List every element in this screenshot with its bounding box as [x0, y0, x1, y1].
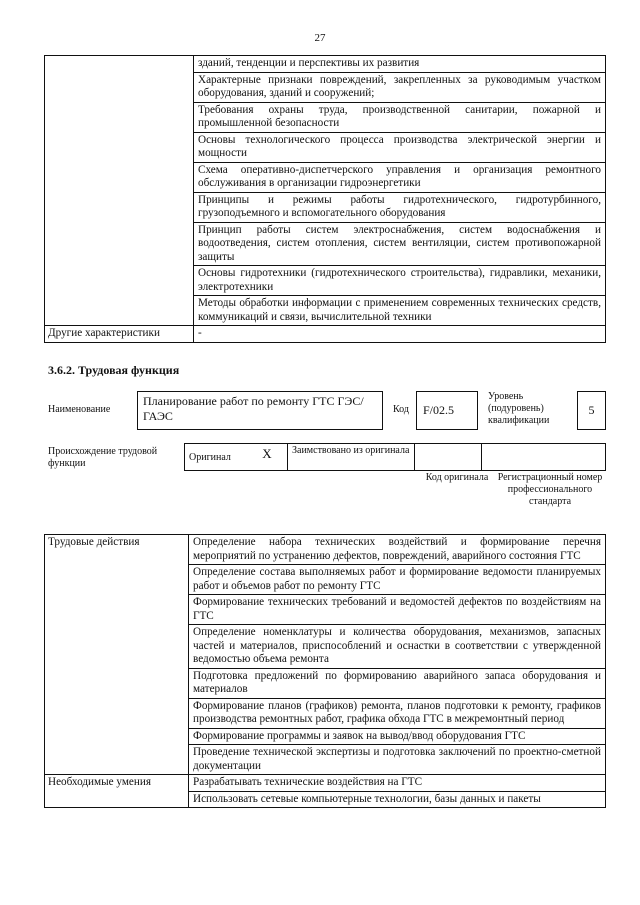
original-label: Оригинал [185, 444, 248, 471]
labor-actions-table [44, 534, 606, 808]
table-cell: Формирование технических требований и ведомостей дефектов по воздействиям на ГТС [189, 595, 606, 625]
table-cell: Определение состава выполняемых работ и формирование ведомости планируемых работ и объемов работ по ремонту ГТС [189, 565, 606, 595]
name-label: Наименование [48, 404, 111, 415]
table-cell: Требования охраны труда, производственной санитарии, пожарной и промышленной безопасности [194, 102, 606, 132]
table-cell: Формирование планов (графиков) ремонта, планов подготовки к ремонту, графиков производства ремонтных работ, графика обхода ГТС в межремонтный период [189, 698, 606, 728]
code-original-caption: Код оригинала [425, 472, 489, 483]
code-label: Код [393, 404, 409, 415]
table-cell: Основы технологического процесса производства электрической энергии и мощности [194, 132, 606, 162]
table-cell: Характерные признаки повреждений, закрепленных за руководимым участком оборудования, зданий и сооружений; [194, 72, 606, 102]
row-label-cell: Другие характеристики [45, 326, 194, 343]
knowledge-table [44, 55, 606, 343]
code-original-cell [415, 444, 482, 471]
table-cell: Методы обработки информации с применением современных технических средств, коммуникаций и связи, вычислительной техники [194, 296, 606, 326]
level-box [577, 391, 606, 430]
table-cell: Основы гидротехники (гидротехнического строительства), гидравлики, механики, электротехники [194, 266, 606, 296]
table-cell: Схема оперативно-диспетчерского управления и организация ремонтного обслуживания в организации гидроэнергетики [194, 162, 606, 192]
reg-number-caption: Регистрационный номер профессионального стандарта [497, 472, 603, 507]
table-cell: Принципы и режимы работы гидротехнического, гидротурбинного, грузоподъемного и вспомогательного оборудования [194, 192, 606, 222]
row-label-cell: Необходимые умения [45, 775, 189, 808]
level-label: Уровень (подуровень) квалификации [488, 391, 550, 426]
page-number: 27 [314, 32, 326, 44]
table-cell: Использовать сетевые компьютерные технологии, базы данных и пакеты [189, 791, 606, 808]
level-value: 5 [588, 403, 595, 417]
origin-table [184, 443, 606, 471]
table-cell: Определение номенклатуры и количества оборудования, механизмов, запасных частей и материалов, приспособлений и оснастки в соответствии с утвержденной ведомостью объема ремонта [189, 625, 606, 669]
table-row [45, 56, 606, 73]
row-label-cell: Трудовые действия [45, 535, 189, 775]
table-row [45, 775, 606, 792]
table-cell: Определение набора технических воздействий и формирование перечня мероприятий по устранению дефектов, повреждений, аварийного состояния ГТС [189, 535, 606, 565]
table-cell: Разрабатывать технические воздействия на ГТС [189, 775, 606, 792]
table-cell: - [194, 326, 606, 343]
table-cell: Формирование программы и заявок на вывод/ввод оборудования ГТС [189, 728, 606, 745]
row-label-cell [45, 56, 194, 326]
section-heading: 3.6.2. Трудовая функция [48, 363, 180, 377]
borrowed-label: Заимствовано из оригинала [288, 444, 415, 471]
function-code-value: F/02.5 [423, 403, 455, 417]
table-cell: зданий, тенденции и перспективы их развития [194, 56, 606, 73]
table-cell: Подготовка предложений по формированию аварийного запаса оборудования и материалов [189, 668, 606, 698]
reg-number-cell [482, 444, 606, 471]
function-name-box [137, 391, 383, 430]
table-row [45, 326, 606, 343]
function-name-value: Планирование работ по ремонту ГТС ГЭС/ГАЭС [143, 394, 364, 423]
original-mark: X [247, 444, 288, 471]
function-code-box [416, 391, 478, 430]
table-row [45, 535, 606, 565]
origin-label: Происхождение трудовой функции [48, 446, 158, 469]
table-cell: Проведение технической экспертизы и подготовка заключений по проектно-сметной документации [189, 745, 606, 775]
table-cell: Принцип работы систем электроснабжения, систем водоснабжения и водоотведения, систем отопления, систем вентиляции, систем противопожарной защиты [194, 222, 606, 266]
